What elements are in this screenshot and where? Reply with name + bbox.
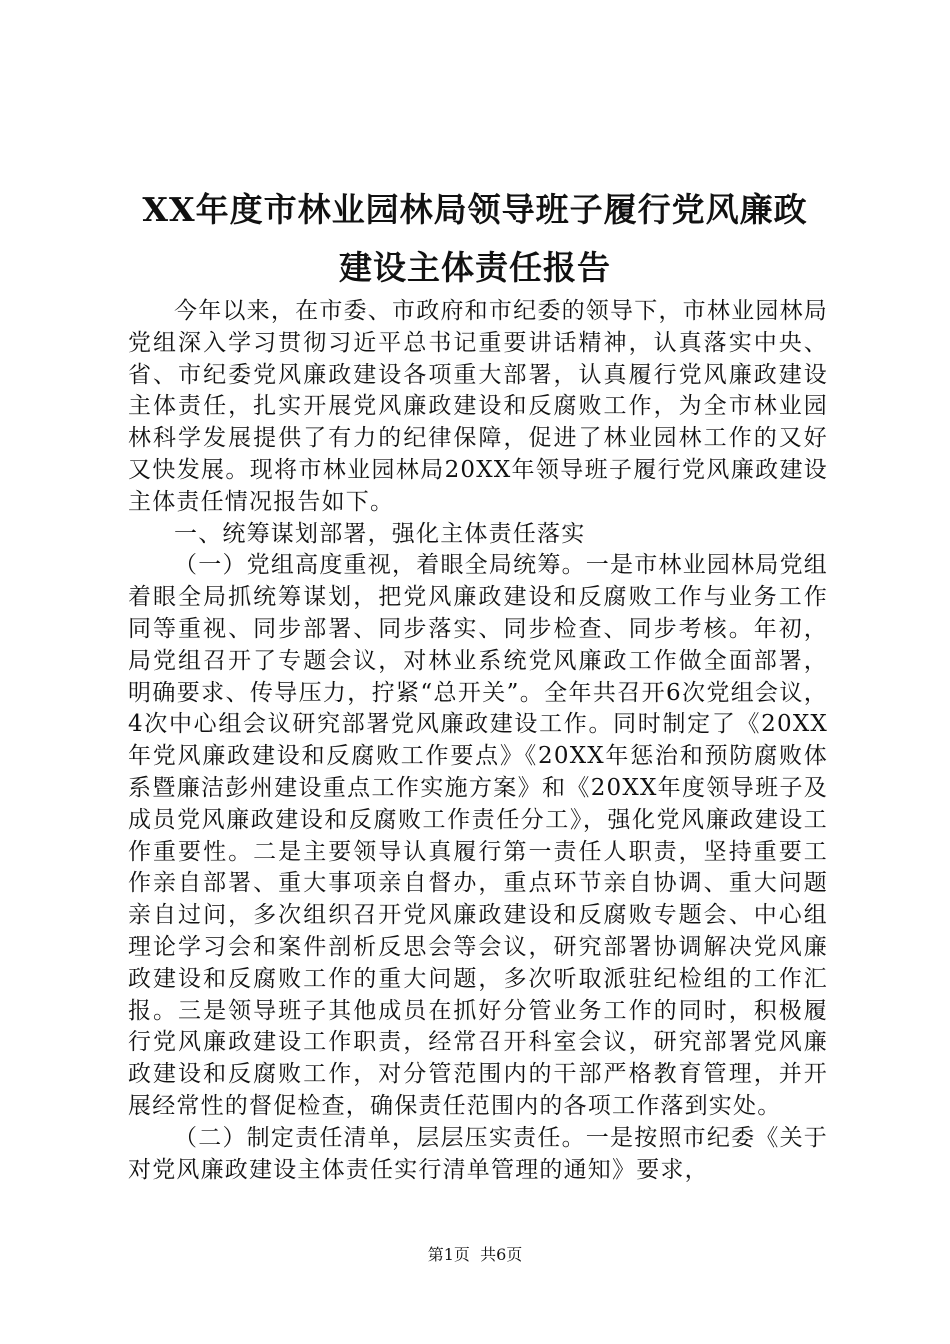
document-title-line-2: 建设主体责任报告 [339, 248, 611, 287]
subsection-paragraph-2: （二）制定责任清单，层层压实责任。一是按照市纪委《关于对党风廉政建设主体责任实行清单管理的通知》要求， [128, 1124, 828, 1183]
document-title-line-1: XX年度市林业园林局领导班子履行党风廉政 [142, 190, 808, 229]
subsection-paragraph-1: （一）党组高度重视，着眼全局统筹。一是市林业园林局党组着眼全局抓统筹谋划，把党风廉政建设和反腐败工作与业务工作同等重视、同步部署、同步落实、同步检查、同步考核。年初，局党组召开了专题会议，对林业系统党风廉政工作做全面部署，明确要求、传导压力，拧紧“总开关”。全年共召开6次党组会议，4次中心组会议研究部署党风廉政建设工作。同时制定了《20XX年党风廉政建设和反腐败工作要点》《20XX年惩治和预防腐败体系暨廉洁彭州建设重点工作实施方案》和《20XX年度领导班子及成员党风廉政建设和反腐败工作责任分工》，强化党风廉政建设工作重要性。二是主要领导认真履行第一责任人职责，坚持重要工作亲自部署、重大事项亲自督办，重点环节亲自协调、重大问题亲自过问，多次组织召开党风廉政建设和反腐败专题会、中心组理论学习会和案件剖析反思会等会议，研究部署协调解决党风廉政建设和反腐败工作的重大问题，多次听取派驻纪检组的工作汇报。三是领导班子其他成员在抓好分管业务工作的同时，积极履行党风廉政建设工作职责，经常召开科室会议，研究部署党风廉政建设和反腐败工作，对分管范围内的干部严格教育管理，并开展经常性的督促检查，确保责任范围内的各项工作落到实处。 [128, 552, 828, 1119]
section-heading-1: 一、统筹谋划部署，强化主体责任落实 [174, 520, 586, 547]
document-body [128, 296, 828, 1186]
page-footer [0, 1245, 950, 1265]
intro-paragraph: 今年以来，在市委、市政府和市纪委的领导下，市林业园林局党组深入学习贯彻习近平总书记重要讲话精神，认真落实中央、省、市纪委党风廉政建设各项重大部署，认真履行党风廉政建设主体责任，扎实开展党风廉政建设和反腐败工作，为全市林业园林科学发展提供了有力的纪律保障，促进了林业园林工作的又好又快发展。现将市林业园林局20XX年领导班子履行党风廉政建设主体责任情况报告如下。 [128, 298, 828, 515]
page-total: 共6页 [480, 1245, 523, 1264]
page-number: 第1页 [427, 1245, 470, 1264]
